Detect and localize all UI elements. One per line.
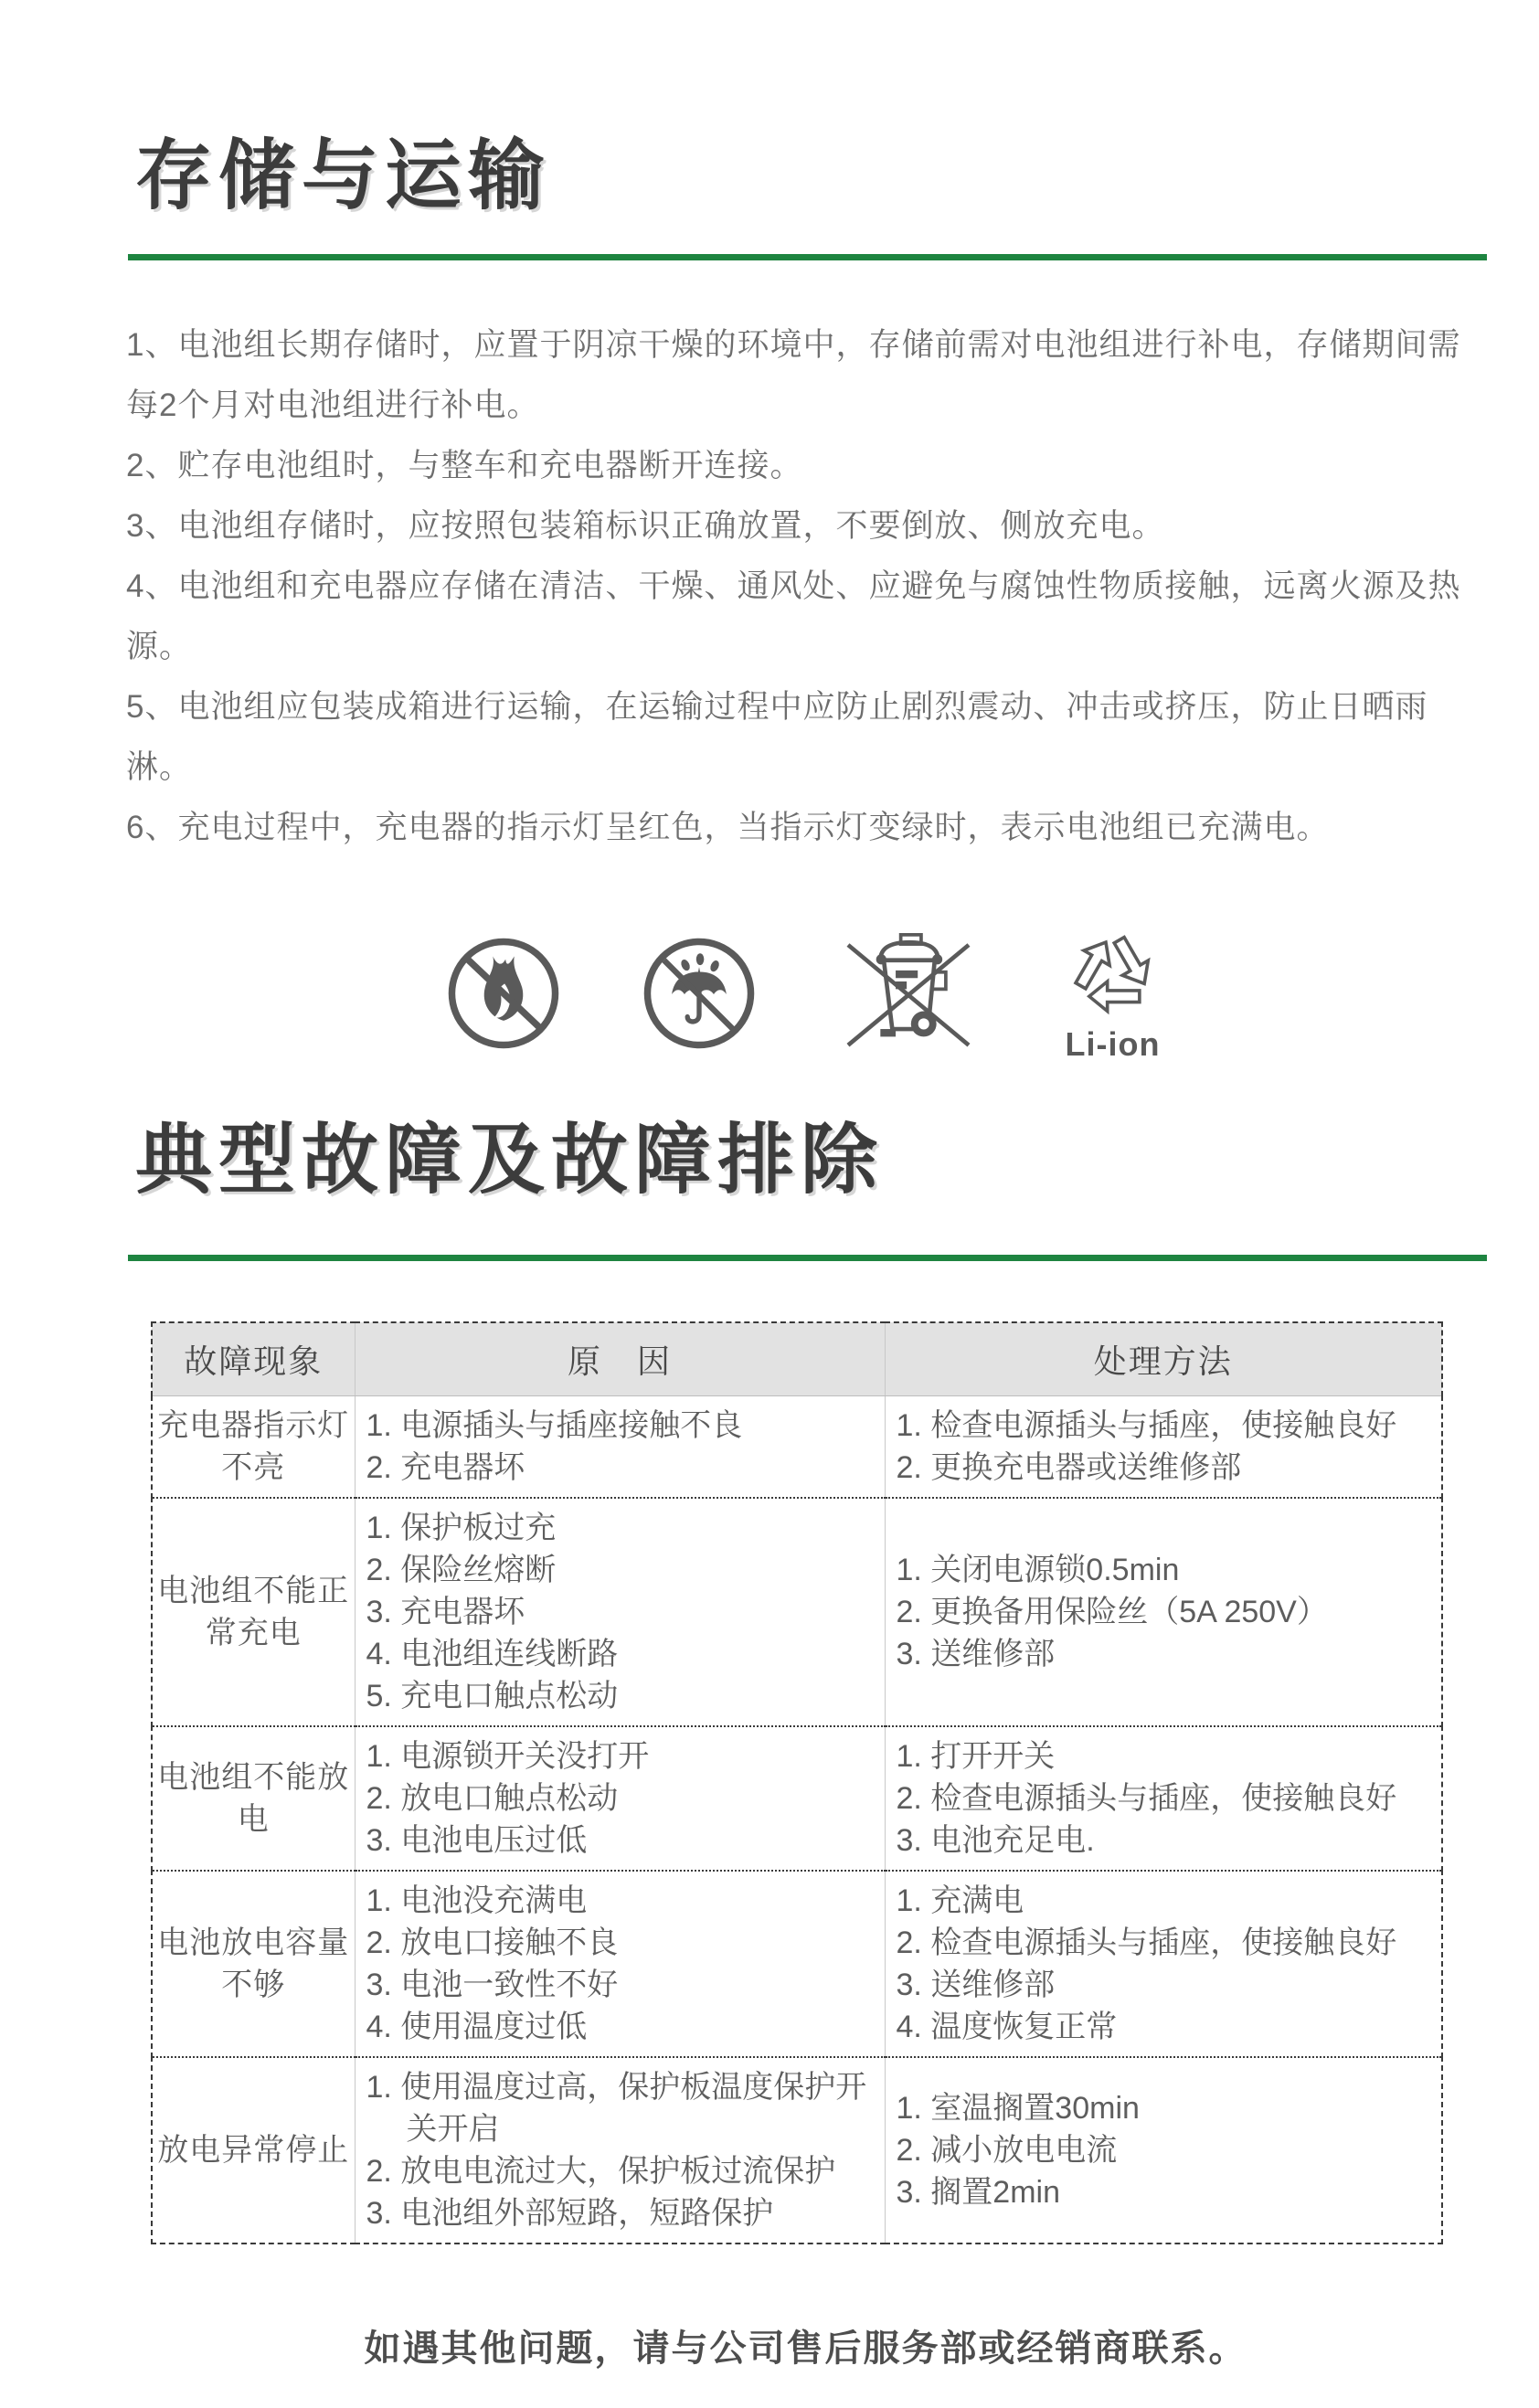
fault-solution-item: 2. 减小放电电流	[896, 2133, 1118, 2168]
fault-solution-item: 1. 充满电	[896, 1883, 1024, 1918]
fault-solution	[885, 1726, 1442, 1871]
no-fire-icon	[445, 935, 562, 1052]
fault-cause-item: 2. 保险丝熔断	[366, 1553, 557, 1587]
fault-solution-item: 3. 电池充足电.	[896, 1823, 1095, 1858]
fault-cause-item: 1. 电源锁开关没打开	[366, 1739, 650, 1774]
fault-solution	[885, 1396, 1442, 1499]
fault-solution-item: 2. 检查电源插头与插座，使接触良好	[896, 1925, 1397, 1960]
fault-cause-item: 1. 电源插头与插座接触不良	[366, 1408, 743, 1443]
fault-symptom: 放电异常停止	[152, 2057, 355, 2244]
fault-symptom: 电池组不能正常充电	[152, 1498, 355, 1726]
keep-dry-icon	[641, 935, 758, 1052]
fault-cause-item: 2. 放电口触点松动	[366, 1781, 619, 1816]
fault-symptom: 电池放电容量不够	[152, 1871, 355, 2057]
fault-solution-item: 1. 室温搁置30min	[896, 2091, 1140, 2126]
fault-cause	[355, 1396, 885, 1499]
section-title-faults: 典型故障及故障排除	[135, 1117, 885, 1203]
table-row	[152, 2057, 1442, 2244]
fault-table	[151, 1321, 1443, 2244]
fault-cause-item: 3. 电池电压过低	[366, 1823, 588, 1858]
storage-notes	[126, 315, 1487, 858]
table-row	[152, 1498, 1442, 1726]
table-row	[152, 1871, 1442, 2057]
fault-cause	[355, 2057, 885, 2244]
no-disposal-icon	[836, 921, 981, 1066]
col-header-symptom: 故障现象	[152, 1322, 355, 1396]
fault-symptom: 充电器指示灯不亮	[152, 1396, 355, 1499]
green-divider-top	[128, 254, 1487, 260]
storage-note-item: 4、电池组和充电器应存储在清洁、干燥、通风处、应避免与腐蚀性物质接触，远离火源及热源。	[126, 568, 1461, 664]
li-ion-label: Li-ion	[1065, 1025, 1161, 1063]
col-header-solution: 处理方法	[885, 1322, 1442, 1396]
fault-cause	[355, 1726, 885, 1871]
fault-cause-item: 4. 使用温度过低	[366, 2010, 588, 2044]
li-ion-recycle-icon	[1059, 923, 1167, 1064]
fault-cause-item: 1. 保护板过充	[366, 1511, 557, 1545]
fault-solution-item: 1. 打开开关	[896, 1739, 1056, 1774]
storage-note-item: 6、充电过程中，充电器的指示灯呈红色，当指示灯变绿时，表示电池组已充满电。	[126, 810, 1330, 845]
fault-table-body	[152, 1396, 1442, 2244]
footer-note: 如遇其他问题，请与公司售后服务部或经销商联系。	[364, 2328, 1247, 2369]
storage-note-item: 2、贮存电池组时，与整车和充电器断开连接。	[126, 448, 803, 483]
fault-cause-item: 5. 充电口触点松动	[366, 1679, 619, 1713]
table-row	[152, 1726, 1442, 1871]
fault-solution	[885, 1498, 1442, 1726]
fault-solution-item: 3. 送维修部	[896, 1968, 1056, 2002]
fault-solution-item: 2. 更换备用保险丝（5A 250V）	[896, 1595, 1328, 1629]
fault-solution-item: 1. 检查电源插头与插座，使接触良好	[896, 1408, 1397, 1443]
fault-cause-item: 4. 电池组连线断路	[366, 1637, 619, 1671]
storage-note-item: 1、电池组长期存储时，应置于阴凉干燥的环境中，存储前需对电池组进行补电，存储期间需每2个月对电池组进行补电。	[126, 327, 1461, 423]
fault-solution-item: 3. 送维修部	[896, 1637, 1056, 1671]
fault-solution-item: 2. 更换充电器或送维修部	[896, 1450, 1242, 1485]
fault-symptom: 电池组不能放电	[152, 1726, 355, 1871]
fault-solution-item: 4. 温度恢复正常	[896, 2010, 1118, 2044]
fault-cause-item: 2. 放电电流过大，保护板过流保护	[366, 2154, 836, 2189]
table-header-row	[152, 1322, 1442, 1396]
section-title-storage: 存储与运输	[135, 133, 552, 218]
safety-icons-row	[124, 911, 1487, 1076]
fault-solution-item: 3. 搁置2min	[896, 2175, 1060, 2210]
col-header-cause: 原 因	[355, 1322, 885, 1396]
fault-cause	[355, 1498, 885, 1726]
fault-cause-item: 1. 电池没充满电	[366, 1883, 588, 1918]
fault-solution	[885, 1871, 1442, 2057]
fault-cause-item: 2. 放电口接触不良	[366, 1925, 619, 1960]
fault-cause-item: 1. 使用温度过高，保护板温度保护开关开启	[366, 2070, 867, 2147]
fault-cause-item: 3. 电池一致性不好	[366, 1968, 619, 2002]
storage-note-item: 5、电池组应包装成箱进行运输，在运输过程中应防止剧烈震动、冲击或挤压，防止日晒雨淋。	[126, 689, 1428, 785]
fault-cause-item: 3. 充电器坏	[366, 1595, 525, 1629]
fault-solution-item: 1. 关闭电源锁0.5min	[896, 1553, 1180, 1587]
green-divider-bottom	[128, 1255, 1487, 1261]
fault-cause-item: 2. 充电器坏	[366, 1450, 525, 1485]
table-row	[152, 1396, 1442, 1499]
storage-note-item: 3、电池组存储时，应按照包装箱标识正确放置，不要倒放、侧放充电。	[126, 508, 1165, 544]
fault-cause-item: 3. 电池组外部短路，短路保护	[366, 2196, 774, 2231]
fault-solution-item: 2. 检查电源插头与插座，使接触良好	[896, 1781, 1397, 1816]
fault-solution	[885, 2057, 1442, 2244]
fault-cause	[355, 1871, 885, 2057]
